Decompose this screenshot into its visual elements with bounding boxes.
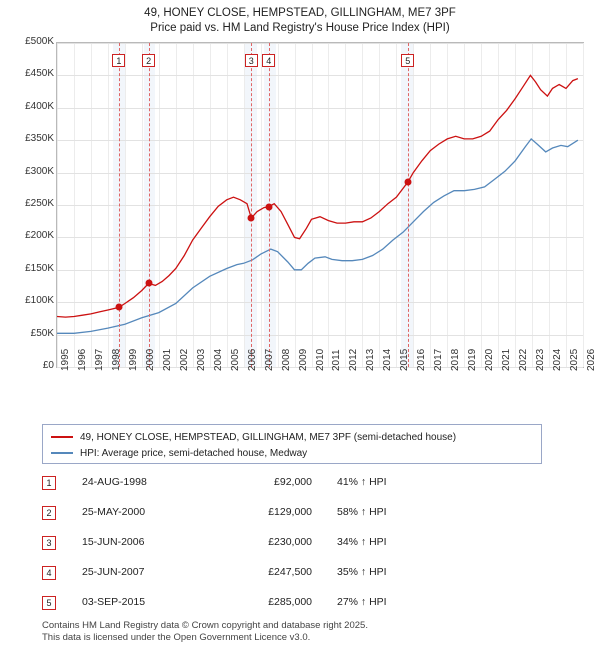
row-date: 25-MAY-2000 (82, 506, 146, 518)
x-axis-tick-label: 2026 (586, 348, 597, 371)
sale-point-marker[interactable] (265, 203, 272, 210)
sale-point-marker[interactable] (115, 304, 122, 311)
event-number-badge[interactable]: 4 (262, 54, 275, 67)
y-axis-tick-label: £350K (25, 133, 54, 145)
event-number-badge[interactable]: 2 (142, 54, 155, 67)
row-hpi-delta: 34% ↑ HPI (337, 536, 387, 548)
y-axis-tick-label: £400K (25, 100, 54, 112)
legend-label-series2: HPI: Average price, semi-detached house, Medway (80, 447, 308, 459)
row-price: £285,000 (268, 596, 312, 608)
y-axis-tick-label: £200K (25, 230, 54, 242)
row-date: 15-JUN-2006 (82, 536, 145, 548)
row-hpi-delta: 35% ↑ HPI (337, 566, 387, 578)
row-hpi-delta: 41% ↑ HPI (337, 476, 387, 488)
x-axis-tick-label: 2021 (501, 348, 513, 371)
row-number-badge: 3 (42, 536, 56, 550)
x-axis-tick-label: 2007 (263, 348, 275, 371)
title-line-1: 49, HONEY CLOSE, HEMPSTEAD, GILLINGHAM, ME7 3PF (144, 7, 456, 19)
x-axis-tick-label: 2011 (331, 349, 343, 371)
event-number-badge[interactable]: 3 (245, 54, 258, 67)
y-axis-tick-label: £50K (30, 327, 54, 339)
table-row[interactable] (42, 472, 542, 502)
table-row[interactable] (42, 502, 542, 532)
x-axis-tick-label: 1996 (76, 348, 88, 371)
grid-line-vertical (583, 43, 584, 367)
x-axis-tick-label: 2020 (484, 348, 496, 371)
row-number-badge: 1 (42, 476, 56, 490)
y-axis-tick-label: £250K (25, 198, 54, 209)
chart-legend (42, 424, 542, 464)
row-number-badge: 5 (42, 596, 56, 610)
x-axis-tick-label: 2025 (569, 348, 581, 371)
footer-attribution (42, 620, 582, 644)
event-marker-line (149, 43, 150, 367)
row-price: £92,000 (274, 476, 312, 488)
row-number-badge: 2 (42, 506, 56, 520)
row-date: 25-JUN-2007 (82, 566, 145, 578)
x-axis-tick-label: 2012 (348, 348, 360, 371)
sale-point-marker[interactable] (145, 280, 152, 287)
row-number-badge: 4 (42, 566, 56, 580)
legend-swatch-red (51, 436, 73, 438)
y-axis-tick-label: £150K (25, 262, 54, 274)
x-axis-tick-label: 2009 (297, 348, 309, 371)
x-axis-tick-label: 2010 (314, 348, 326, 371)
x-axis-tick-label: 2008 (280, 348, 292, 371)
x-axis-tick-label: 2000 (144, 348, 156, 371)
series-lines (57, 43, 583, 367)
footer-line-1: Contains HM Land Registry data © Crown copyright and database right 2025. (42, 620, 368, 631)
x-axis-tick-label: 2023 (535, 348, 547, 371)
price-chart-plot (56, 42, 584, 368)
row-hpi-delta: 58% ↑ HPI (337, 506, 387, 518)
x-axis-tick-label: 1998 (110, 348, 122, 371)
transactions-table (42, 472, 542, 622)
x-axis-tick-label: 1997 (93, 348, 105, 371)
legend-swatch-blue (51, 452, 73, 454)
table-row[interactable] (42, 532, 542, 562)
x-axis-tick-label: 2002 (178, 348, 190, 371)
x-axis-tick-label: 2003 (195, 348, 207, 371)
row-date: 24-AUG-1998 (82, 476, 147, 488)
legend-item-series2 (51, 446, 533, 460)
y-axis-tick-label: £500K (25, 36, 54, 47)
event-marker-line (251, 43, 252, 367)
event-number-badge[interactable]: 5 (401, 54, 414, 67)
y-axis-tick-label: £300K (25, 165, 54, 177)
title-line-2: Price paid vs. HM Land Registry's House Price Index (HPI) (150, 22, 450, 34)
x-axis-tick-label: 2004 (212, 348, 224, 371)
x-axis-tick-label: 2006 (246, 348, 258, 371)
row-price: £230,000 (268, 536, 312, 548)
row-date: 03-SEP-2015 (82, 596, 146, 608)
y-axis-tick-label: £0 (42, 360, 54, 371)
x-axis-tick-label: 1999 (127, 348, 139, 371)
page-title (0, 6, 600, 36)
row-price: £129,000 (268, 506, 312, 518)
series-line (57, 139, 578, 333)
event-marker-line (408, 43, 409, 367)
x-axis-tick-label: 2022 (518, 348, 530, 371)
x-axis-tick-label: 2016 (416, 348, 428, 371)
x-axis-tick-label: 2001 (161, 348, 173, 371)
event-number-badge[interactable]: 1 (112, 54, 125, 67)
footer-line-2: This data is licensed under the Open Government Licence v3.0. (42, 632, 311, 643)
x-axis-tick-label: 2024 (552, 348, 564, 371)
series-line (57, 75, 578, 317)
event-marker-line (119, 43, 120, 367)
x-axis-tick-label: 2018 (450, 348, 462, 371)
sale-point-marker[interactable] (404, 179, 411, 186)
table-row[interactable] (42, 592, 542, 622)
y-axis-tick-label: £450K (25, 68, 54, 80)
x-axis-tick-label: 2013 (365, 348, 377, 371)
table-row[interactable] (42, 562, 542, 592)
x-axis-tick-label: 2014 (382, 348, 394, 371)
legend-label-series1: 49, HONEY CLOSE, HEMPSTEAD, GILLINGHAM, ME7 3PF (semi-detached house) (80, 431, 457, 443)
x-axis-tick-label: 2017 (433, 348, 445, 371)
x-axis-tick-label: 2019 (467, 348, 479, 371)
x-axis-tick-label: 1995 (60, 348, 71, 371)
row-price: £247,500 (268, 566, 312, 578)
x-axis-tick-label: 2005 (229, 348, 241, 371)
x-axis-tick-label: 2015 (399, 348, 411, 371)
row-hpi-delta: 27% ↑ HPI (337, 596, 387, 608)
legend-item-series1 (51, 430, 533, 444)
sale-point-marker[interactable] (248, 214, 255, 221)
y-axis-tick-label: £100K (25, 295, 54, 307)
